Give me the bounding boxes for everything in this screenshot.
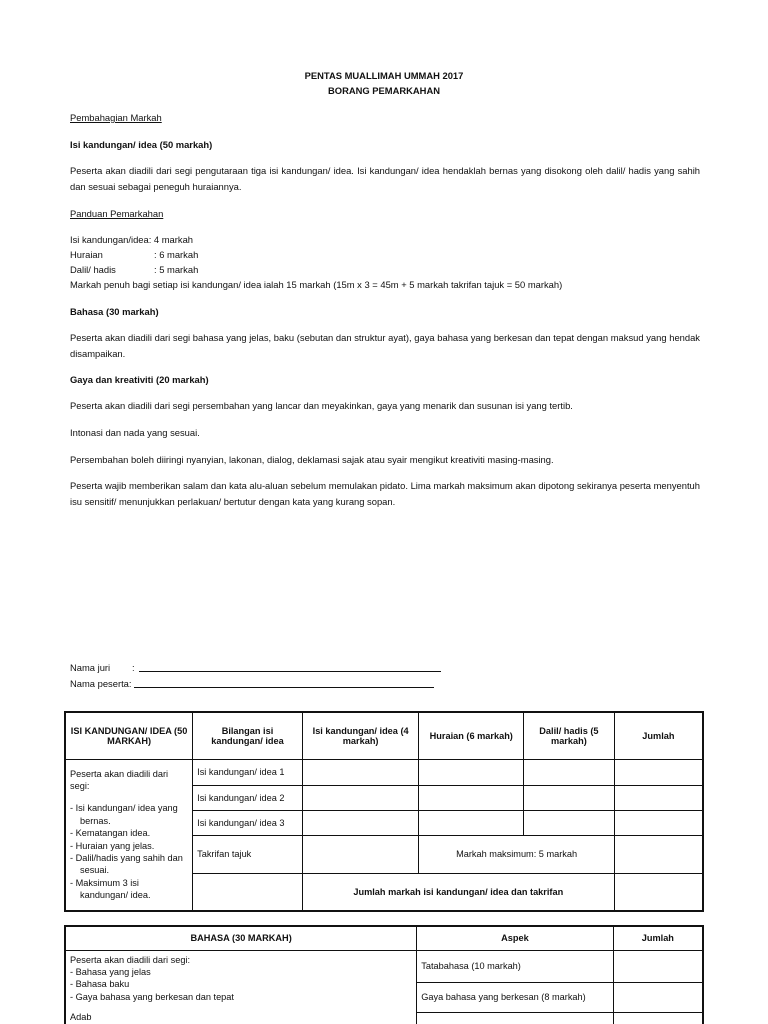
- criteria-cell: [65, 950, 417, 1024]
- list-item: - Gaya bahasa yang berkesan dan tepat: [70, 991, 234, 1002]
- section-heading-isi: Isi kandungan/ idea (50 markah): [70, 139, 213, 150]
- doc-title: PENTAS MUALLIMAH UMMAH 2017: [304, 70, 464, 81]
- score-cell[interactable]: [302, 810, 419, 835]
- header-jumlah: Jumlah: [614, 712, 703, 759]
- row-label-idea-2: Isi kandungan/ idea 2: [193, 785, 303, 810]
- list-item: - Dalil/hadis yang sahih dan sesuai.: [70, 852, 183, 876]
- score-cell[interactable]: [613, 1012, 703, 1024]
- score-cell[interactable]: [302, 759, 419, 785]
- guide-label: Dalil/ hadis: [70, 264, 116, 275]
- score-cell[interactable]: [419, 810, 524, 835]
- header-bahasa: BAHASA (30 MARKAH): [65, 926, 417, 950]
- score-cell[interactable]: [614, 835, 703, 873]
- judge-name-label: Nama juri: [70, 662, 111, 673]
- participant-name-line[interactable]: [134, 687, 434, 688]
- score-cell[interactable]: [614, 785, 703, 810]
- row-label-takrifan: Takrifan tajuk: [193, 835, 303, 873]
- score-cell[interactable]: [419, 759, 524, 785]
- section-heading-gaya: Gaya dan kreativiti (20 markah): [70, 374, 209, 385]
- full-marks-note: Markah penuh bagi setiap isi kandungan/ idea ialah 15 markah (15m x 3 = 45m + 5 markah takrifan tajuk = 50 markah): [70, 279, 563, 290]
- judge-name-colon: :: [132, 662, 135, 673]
- participant-name-field[interactable]: [70, 678, 434, 689]
- list-item: - Maksimum 3 isi kandungan/ idea.: [70, 877, 151, 901]
- table-row: [65, 759, 703, 785]
- section-paragraph-gaya-1: Peserta akan diadili dari segi persembahan yang lancar dan meyakinkan, gaya yang menarik dan susunan isi yang tertib.: [70, 400, 573, 411]
- score-cell[interactable]: [614, 873, 703, 911]
- criteria-list: [70, 966, 412, 1003]
- header-jumlah: Jumlah: [613, 926, 703, 950]
- score-cell[interactable]: [613, 950, 703, 982]
- aspect-tatabahasa: Tatabahasa (10 markah): [417, 950, 613, 982]
- section-heading-panduan: Panduan Pemarkahan: [70, 208, 164, 219]
- judge-name-line[interactable]: [139, 671, 441, 672]
- aspect-cell: [417, 1012, 613, 1024]
- guide-value: : 6 markah: [154, 249, 199, 260]
- header-isi-markah: Isi kandungan/ idea (4 markah): [302, 712, 419, 759]
- judge-name-field[interactable]: [70, 662, 441, 673]
- score-cell[interactable]: [524, 810, 615, 835]
- table-row: [65, 950, 703, 982]
- score-cell[interactable]: [614, 810, 703, 835]
- guide-label: Huraian: [70, 249, 103, 260]
- doc-subtitle: BORANG PEMARKAHAN: [328, 85, 440, 96]
- score-cell[interactable]: [524, 759, 615, 785]
- section-paragraph-gaya-2: Intonasi dan nada yang sesuai.: [70, 427, 200, 438]
- header-bilangan: Bilangan isi kandungan/ idea: [193, 712, 303, 759]
- list-item: - Kematangan idea.: [70, 828, 151, 839]
- row-label-idea-1: Isi kandungan/ idea 1: [193, 759, 303, 785]
- list-item: - Huraian yang jelas.: [70, 840, 155, 851]
- criteria-tail: Adab: [70, 1012, 92, 1023]
- section-heading-pembahagian: Pembahagian Markah: [70, 112, 162, 123]
- guide-line-isi: [70, 232, 700, 248]
- section-paragraph-isi: Peserta akan diadili dari segi pengutaraan tiga isi kandungan/ idea. Isi kandungan/ idea hendaklah bernas yang disokong oleh dalil/ hadis yang sahih dan sesuai sebagai peneguh huraiannya.: [70, 165, 700, 192]
- guide-value: : 5 markah: [154, 264, 199, 275]
- empty-cell: [193, 873, 303, 911]
- list-item: - Bahasa baku: [70, 979, 130, 990]
- participant-name-label: Nama peserta:: [70, 678, 132, 689]
- table-header-row: [65, 926, 703, 950]
- guide-line-huraian: [70, 247, 700, 263]
- guide-line-dalil: [70, 262, 700, 278]
- table-header-row: [65, 712, 703, 759]
- score-cell[interactable]: [302, 835, 419, 873]
- section-paragraph-gaya-4: Peserta wajib memberikan salam dan kata alu-aluan sebelum memulakan pidato. Lima markah maksimum akan dipotong sekiranya peserta menyentuh isu sensitif/ menunjukkan perlakuan/ bertutur dengan kata yang kurang sopan.: [70, 480, 700, 507]
- criteria-intro: Peserta akan diadili dari segi:: [70, 954, 191, 965]
- score-cell[interactable]: [302, 785, 419, 810]
- list-item: - Isi kandungan/ idea yang bernas.: [70, 803, 178, 826]
- language-score-table: [64, 925, 704, 1024]
- score-cell[interactable]: [419, 785, 524, 810]
- score-cell[interactable]: [614, 759, 703, 785]
- total-marks-label: Jumlah markah isi kandungan/ idea dan takrifan: [302, 873, 614, 911]
- section-heading-bahasa: Bahasa (30 markah): [70, 306, 159, 317]
- header-huraian: Huraian (6 markah): [419, 712, 524, 759]
- list-item: - Bahasa yang jelas: [70, 966, 151, 977]
- header-isi-kandungan: ISI KANDUNGAN/ IDEA (50 MARKAH): [65, 712, 193, 759]
- section-paragraph-gaya-3: Persembahan boleh diiringi nyanyian, lakonan, dialog, deklamasi sajak atau syair mengikut kreativiti masing-masing.: [70, 454, 554, 465]
- header-aspek: Aspek: [417, 926, 613, 950]
- max-marks-note: Markah maksimum: 5 markah: [419, 835, 614, 873]
- guide-value: : 4 markah: [148, 234, 194, 245]
- content-score-table: [64, 711, 704, 912]
- guide-label: Isi kandungan/idea: [70, 234, 149, 245]
- section-paragraph-bahasa: Peserta akan diadili dari segi bahasa yang jelas, baku (sebutan dan struktur ayat), gaya bahasa yang berkesan dan tepat dengan maksud yang hendak disampaikan.: [70, 332, 700, 359]
- aspect-gaya-bahasa: Gaya bahasa yang berkesan (8 markah): [417, 982, 613, 1012]
- criteria-intro: Peserta akan diadili dari segi:: [70, 768, 169, 791]
- row-label-idea-3: Isi kandungan/ idea 3: [193, 810, 303, 835]
- criteria-list: [70, 802, 188, 901]
- criteria-cell: [65, 759, 193, 911]
- header-dalil: Dalil/ hadis (5 markah): [524, 712, 615, 759]
- score-cell[interactable]: [524, 785, 615, 810]
- score-cell[interactable]: [613, 982, 703, 1012]
